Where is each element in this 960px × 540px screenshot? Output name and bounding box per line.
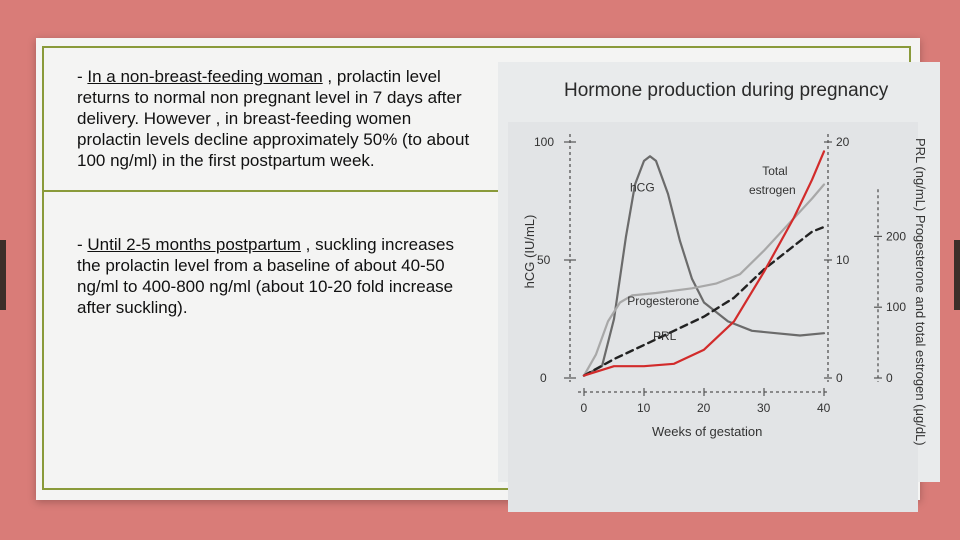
hormone-chart-figure bbox=[498, 62, 940, 482]
annotation-progesterone: Progesterone bbox=[627, 293, 700, 308]
paragraph-prefix: - bbox=[77, 67, 88, 86]
chart-title: Hormone production during pregnancy bbox=[564, 80, 889, 101]
x-tick-label: 40 bbox=[817, 401, 831, 415]
y-left-tick-label: 50 bbox=[537, 253, 551, 267]
y-left-tick-label: 0 bbox=[540, 371, 547, 385]
paragraph-prefix: - bbox=[77, 235, 88, 254]
paragraph-suckling bbox=[77, 234, 477, 318]
annotation-total-estrogen-2: estrogen bbox=[749, 182, 796, 197]
y-right-prl-tick-label: 0 bbox=[836, 371, 843, 385]
x-tick-label: 10 bbox=[637, 401, 651, 415]
x-tick-label: 30 bbox=[757, 401, 771, 415]
paragraph-body: , suckling increases the prolactin level from a baseline of about 40-50 ng/ml to 400-800 ng/ml (about 10-20 fold increase after suckling). bbox=[77, 235, 455, 317]
x-axis-label: Weeks of gestation bbox=[652, 424, 763, 439]
annotation-total-estrogen-1: Total bbox=[762, 164, 788, 179]
annotation-prl: PRL bbox=[653, 329, 677, 344]
x-tick-label: 20 bbox=[697, 401, 711, 415]
y-right-prl-tick-label: 10 bbox=[836, 253, 850, 267]
y-axis-left-label: hCG (IU/mL) bbox=[522, 214, 537, 289]
y-right-prl-tick-label: 20 bbox=[836, 135, 850, 149]
y-right-steroid-tick-label: 0 bbox=[886, 371, 893, 385]
underlined-phrase: Until 2-5 months postpartum bbox=[87, 235, 301, 254]
underlined-phrase: In a non-breast-feeding woman bbox=[87, 67, 323, 86]
left-edge-tab bbox=[0, 240, 6, 310]
y-left-tick-label: 100 bbox=[534, 135, 555, 149]
x-tick-label: 0 bbox=[580, 401, 588, 415]
right-edge-tab bbox=[954, 240, 960, 310]
paragraph-body: , prolactin level returns to normal non pregnant level in 7 days after delivery. However , in breast-feeding women prolactin levels decline approximately 50% (to about 100 ng/ml) in the first postpartum week. bbox=[77, 67, 470, 170]
frame-divider bbox=[42, 190, 498, 192]
y-right-steroid-tick-label: 100 bbox=[886, 300, 907, 315]
y-axis-right-label: PRL (ng/mL) Progesterone and total estrogen (μg/dL) bbox=[913, 138, 928, 446]
annotation-hcg: hCG bbox=[630, 180, 655, 195]
paragraph-non-breastfeeding bbox=[77, 66, 477, 171]
hormone-chart bbox=[498, 62, 940, 482]
y-right-steroid-tick-label: 200 bbox=[886, 229, 907, 244]
